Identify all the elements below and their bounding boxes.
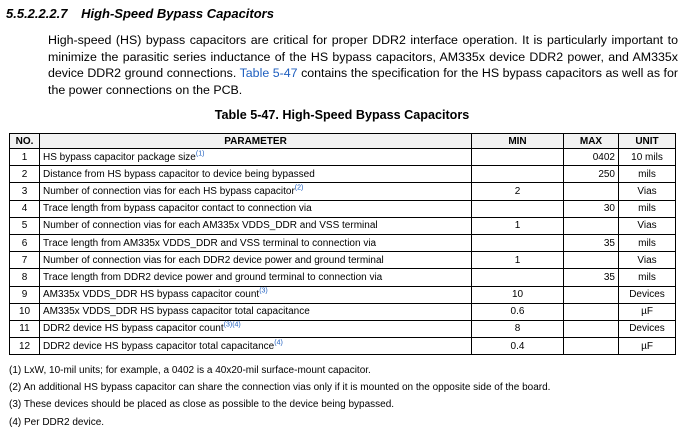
row-unit: Devices (619, 286, 676, 303)
row-min: 1 (472, 217, 564, 234)
row-unit: mils (619, 166, 676, 183)
row-unit: Vias (619, 252, 676, 269)
row-number: 4 (10, 200, 40, 217)
table-row (10, 286, 676, 303)
footnote-ref[interactable]: (3)(4) (223, 322, 241, 330)
row-max (564, 252, 619, 269)
table-caption: Table 5-47. High-Speed Bypass Capacitors (214, 108, 470, 122)
section-heading (6, 6, 274, 21)
row-min (472, 200, 564, 217)
row-number: 2 (10, 166, 40, 183)
parameter-text: Number of connection vias for each AM335x VDDS_DDR and VSS terminal (43, 220, 378, 232)
row-max (564, 217, 619, 234)
parameter-text: Distance from HS bypass capacitor to device being bypassed (43, 168, 315, 180)
row-max: 30 (564, 200, 619, 217)
row-min (472, 149, 564, 166)
row-min: 8 (472, 320, 564, 337)
row-max (564, 183, 619, 200)
footnote-1: (1) LxW, 10-mil units; for example, a 0402 is a 40x20-mil surface-mount capacitor. (9, 365, 371, 376)
row-parameter (40, 149, 472, 166)
table-row (10, 149, 676, 166)
table-footnotes (9, 362, 550, 431)
row-min: 10 (472, 286, 564, 303)
row-unit: Vias (619, 217, 676, 234)
header-max: MAX (564, 134, 619, 149)
header-no: NO. (10, 134, 40, 149)
row-max (564, 338, 619, 355)
footnote-2: (2) An additional HS bypass capacitor can share the connection vias only if it is mounted on the opposite side of the board. (9, 382, 551, 394)
row-parameter (40, 303, 472, 320)
row-parameter (40, 286, 472, 303)
row-max (564, 320, 619, 337)
table-row (10, 200, 676, 217)
parameter-text: Number of connection vias for each DDR2 device power and ground terminal (43, 254, 384, 266)
row-min: 0.6 (472, 303, 564, 320)
footnote-3: (3) These devices should be placed as close as possible to the device being bypassed. (9, 399, 395, 411)
table-row (10, 234, 676, 251)
table-row (10, 183, 676, 200)
footnote-ref[interactable]: (1) (195, 150, 205, 158)
parameter-text: Trace length from DDR2 device power and ground terminal to connection via (43, 271, 383, 283)
table-row (10, 217, 676, 234)
row-parameter (40, 183, 472, 200)
header-min: MIN (472, 134, 564, 149)
section-number: 5.5.2.2.2.7 (6, 6, 68, 21)
row-max: 0402 (564, 149, 619, 166)
row-unit: µF (619, 303, 676, 320)
footnote-ref[interactable]: (2) (294, 184, 304, 192)
intro-text-continued: contains the specification for the HS bypass capacitors as well as for the power connections on the PCB. (48, 66, 678, 97)
section-title: High-Speed Bypass Capacitors (81, 6, 274, 21)
row-unit: mils (619, 269, 676, 286)
table-header-row (10, 134, 676, 149)
parameter-text: DDR2 device HS bypass capacitor count (43, 323, 224, 335)
parameter-text: Trace length from bypass capacitor contact to connection via (43, 203, 312, 215)
row-number: 9 (10, 286, 40, 303)
header-parameter: PARAMETER (40, 134, 472, 149)
row-unit: 10 mils (619, 149, 676, 166)
parameter-text: DDR2 device HS bypass capacitor total capacitance (43, 340, 275, 352)
row-number: 7 (10, 252, 40, 269)
row-min: 1 (472, 252, 564, 269)
table-row (10, 252, 676, 269)
parameter-text: HS bypass capacitor package size (43, 151, 196, 163)
row-number: 12 (10, 338, 40, 355)
footnote-ref[interactable]: (3) (259, 287, 268, 295)
table-row (10, 320, 676, 337)
row-unit: mils (619, 234, 676, 251)
row-min (472, 166, 564, 183)
row-parameter (40, 320, 472, 337)
row-min: 2 (472, 183, 564, 200)
row-parameter (40, 252, 472, 269)
row-number: 6 (10, 234, 40, 251)
row-min: 0.4 (472, 338, 564, 355)
parameter-text: Trace length from AM335x VDDS_DDR and VSS terminal to connection via (43, 237, 377, 249)
row-min (472, 269, 564, 286)
row-number: 3 (10, 183, 40, 200)
row-min (472, 234, 564, 251)
row-number: 11 (10, 320, 40, 337)
spec-table (9, 133, 676, 355)
row-unit: mils (619, 200, 676, 217)
row-max (564, 303, 619, 320)
row-parameter (40, 166, 472, 183)
table-row (10, 166, 676, 183)
table-row (10, 269, 676, 286)
header-unit: UNIT (619, 134, 676, 149)
parameter-text: Number of connection vias for each HS bypass capacitor (43, 185, 295, 197)
row-number: 8 (10, 269, 40, 286)
row-number: 1 (10, 149, 40, 166)
row-max: 250 (564, 166, 619, 183)
row-number: 5 (10, 217, 40, 234)
table-row (10, 303, 676, 320)
table-reference-link[interactable]: Table 5-47 (239, 66, 298, 80)
row-parameter (40, 338, 472, 355)
row-parameter (40, 217, 472, 234)
parameter-text: AM335x VDDS_DDR HS bypass capacitor total capacitance (43, 306, 310, 318)
intro-paragraph (48, 32, 678, 98)
row-max (564, 286, 619, 303)
row-max: 35 (564, 269, 619, 286)
row-unit: Devices (619, 320, 676, 337)
footnote-4: (4) Per DDR2 device. (9, 416, 105, 428)
parameter-text: AM335x VDDS_DDR HS bypass capacitor count (43, 289, 260, 301)
table-row (10, 338, 676, 355)
row-parameter (40, 200, 472, 217)
row-unit: µF (619, 338, 676, 355)
row-max: 35 (564, 234, 619, 251)
row-unit: Vias (619, 183, 676, 200)
row-parameter (40, 234, 472, 251)
row-number: 10 (10, 303, 40, 320)
intro-text: High-speed (HS) bypass capacitors are critical for proper DDR2 interface operation. It is particularly important to minimize the parasitic series inductance of the HS bypass capacitors, AM335x device DDR2 power, and AM335x device DDR2 ground connections. (48, 33, 678, 80)
row-parameter (40, 269, 472, 286)
footnote-ref[interactable]: (4) (274, 339, 283, 347)
